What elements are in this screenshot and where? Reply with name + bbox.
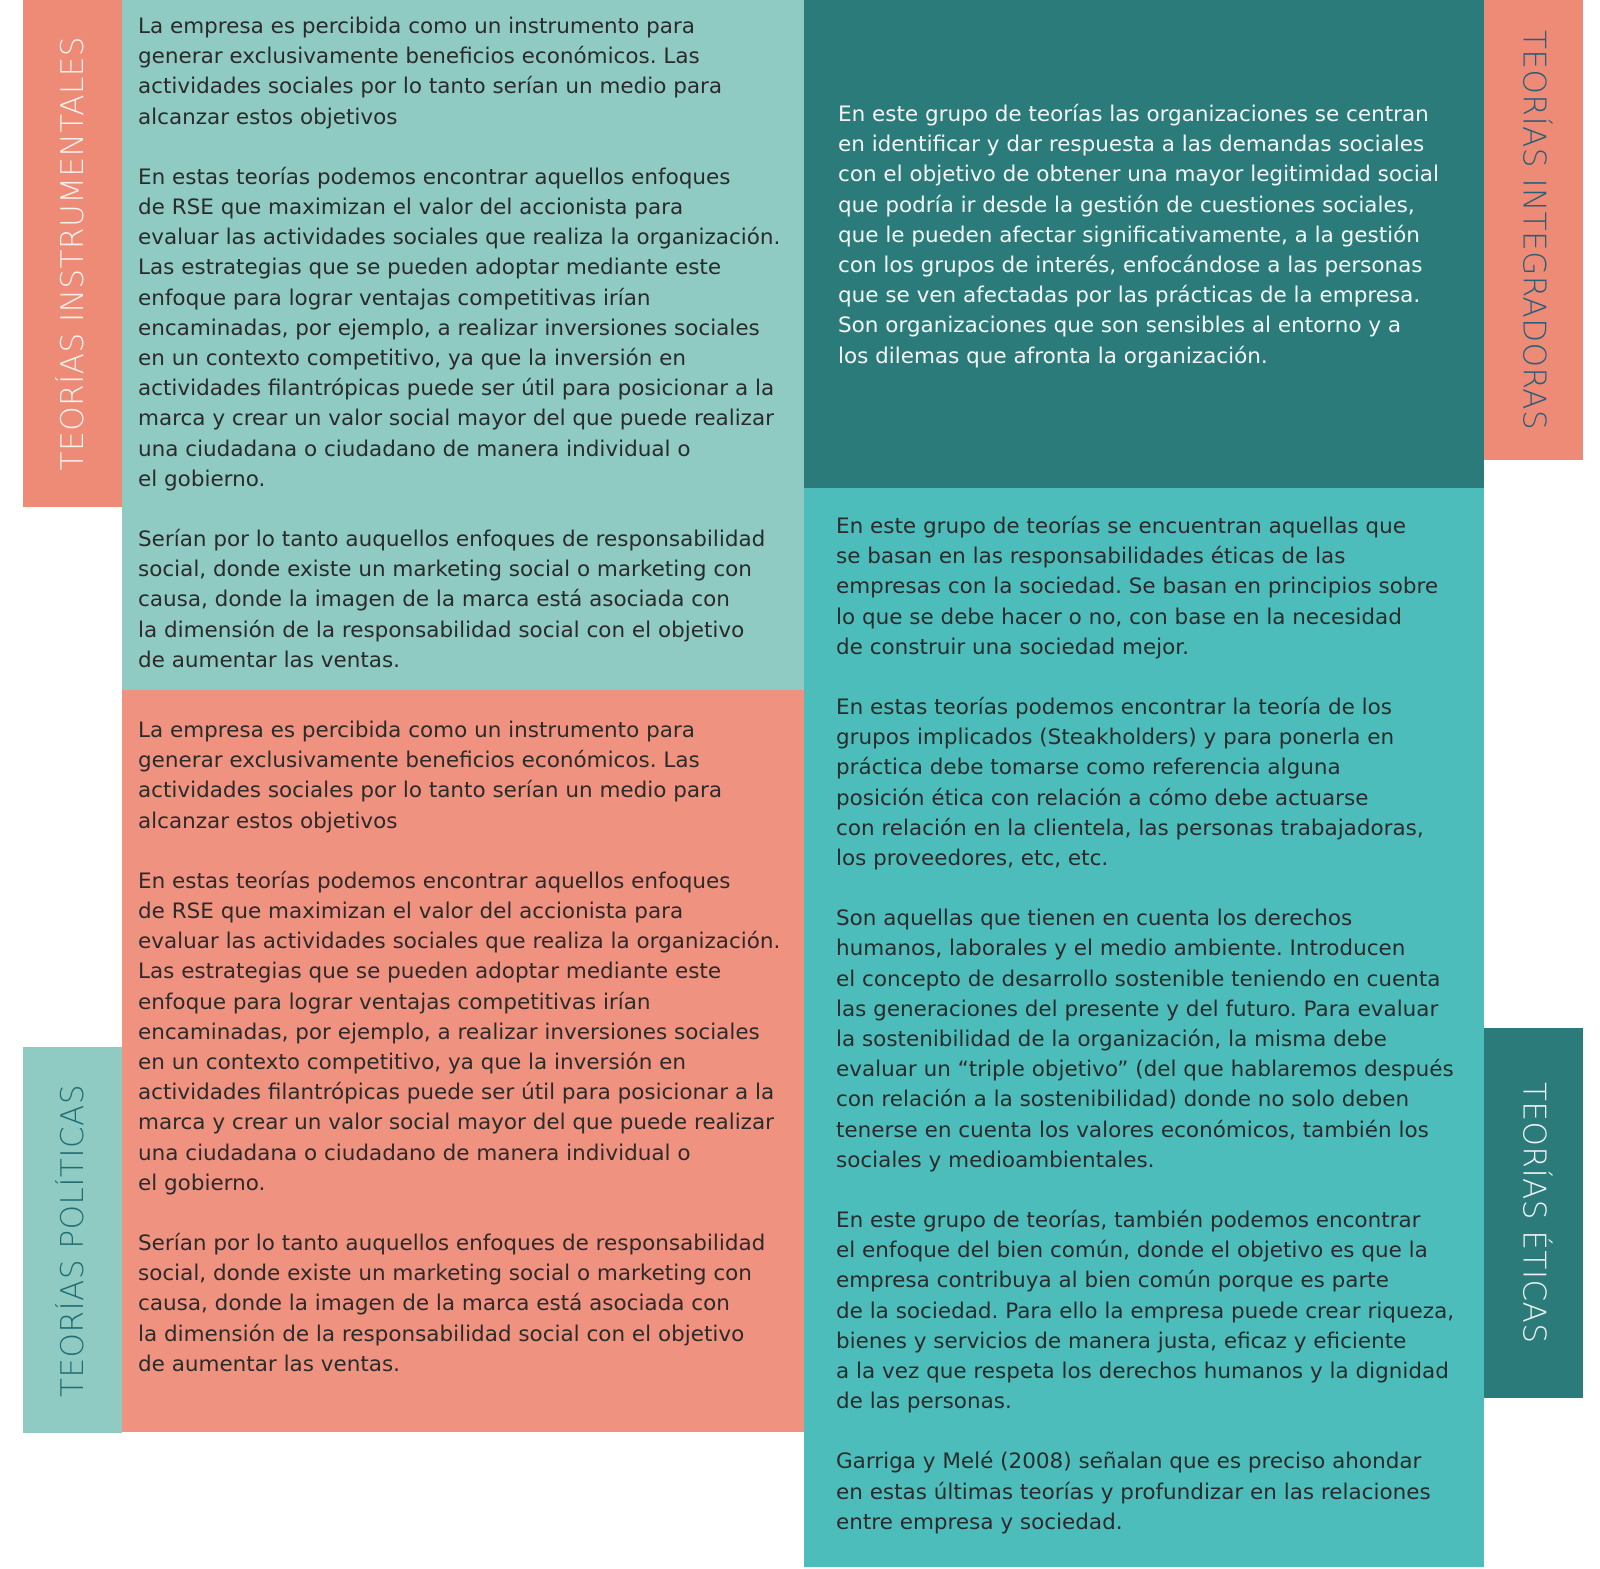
label-teorias-integradoras xyxy=(1484,0,1583,460)
eticas-paragraph-3: Son aquellas que tienen en cuenta los derechos humanos, laborales y el medio ambiente. Introducen el concepto de desarrollo sostenible teniendo en cuenta las generaciones del presente y del futuro. Para evaluar la sostenibilidad de la organización, la misma debe evaluar un “triple objetivo” (del que hablaremos después con relación a la sostenibilidad) donde no solo deben tenerse en cuenta los valores económicos, también los sociales y medioambientales. xyxy=(836,906,1454,1173)
label-teorias-integradoras-text: TEORÍAS INTEGRADORAS xyxy=(1515,29,1552,431)
eticas-paragraph-1: En este grupo de teorías se encuentran aquellas que se basan en las responsabilidades éticas de las empresas con la sociedad. Se basan en principios sobre lo que se debe hacer o no, con base en la necesidad de construir una sociedad mejor. xyxy=(836,514,1439,660)
integradoras-paragraph-1: En este grupo de teorías las organizaciones se centran en identificar y dar respuesta a las demandas sociales con el objetivo de obtener una mayor legitimidad social que podría ir desde la gestión de cuestiones sociales, que le pueden afectar significativamente, a la gestión con los grupos de interés, enfocándose a las personas que se ven afectadas por las prácticas de la empresa. Son organizaciones que son sensibles al entorno y a los dilemas que afronta la organización. xyxy=(838,102,1439,369)
panel-teorias-instrumentales xyxy=(122,0,804,690)
panel-teorias-eticas xyxy=(804,488,1484,1567)
panel-teorias-politicas xyxy=(122,690,804,1432)
panel-teorias-integradoras xyxy=(804,0,1484,488)
label-teorias-eticas xyxy=(1484,1028,1583,1398)
politicas-paragraph-2: En estas teorías podemos encontrar aquellos enfoques de RSE que maximizan el valor del accionista para evaluar las actividades sociales que realiza la organización. Las estrategias que se pueden adoptar mediante este enfoque para lograr ventajas competitivas irían encaminadas, por ejemplo, a realizar inversiones sociales en un contexto competitivo, ya que la inversión en actividades filantrópicas puede ser útil para posicionar a la marca y crear un valor social mayor del que puede realizar una ciudadana o ciudadano de manera individual o el gobierno. xyxy=(138,868,781,1196)
label-teorias-politicas-text: TEORÍAS POLÍTICAS xyxy=(54,1083,91,1397)
instrumentales-paragraph-2: En estas teorías podemos encontrar aquellos enfoques de RSE que maximizan el valor del accionista para evaluar las actividades sociales que realiza la organización. Las estrategias que se pueden adoptar mediante este enfoque para lograr ventajas competitivas irían encaminadas, por ejemplo, a realizar inversiones sociales en un contexto competitivo, ya que la inversión en actividades filantrópicas puede ser útil para posicionar a la marca y crear un valor social mayor del que puede realizar una ciudadana o ciudadano de manera individual o el gobierno. xyxy=(138,164,781,492)
politicas-paragraph-3: Serían por lo tanto auquellos enfoques de responsabilidad social, donde existe un marketing social o marketing con causa, donde la imagen de la marca está asociada con la dimensión de la responsabilidad social con el objetivo de aumentar las ventas. xyxy=(138,1231,766,1377)
instrumentales-paragraph-1: La empresa es percibida como un instrumento para generar exclusivamente beneficios económicos. Las actividades sociales por lo tanto serían un medio para alcanzar estos objetivos xyxy=(138,14,723,130)
eticas-paragraph-2: En estas teorías podemos encontrar la teoría de los grupos implicados (Steakholders) y para ponerla en práctica debe tomarse como referencia alguna posición ética con relación a cómo debe actuarse con relación en la clientela, las personas trabajadoras, los proveedores, etc, etc. xyxy=(836,695,1424,872)
label-teorias-instrumentales-text: TEORÍAS INSTRUMENTALES xyxy=(54,36,91,471)
eticas-paragraph-4: En este grupo de teorías, también podemos encontrar el enfoque del bien común, donde el objetivo es que la empresa contribuya al bien común porque es parte de la sociedad. Para ello la empresa puede crear riqueza, bienes y servicios de manera justa, eficaz y eficiente a la vez que respeta los derechos humanos y la dignidad de las personas. xyxy=(836,1208,1455,1415)
label-teorias-eticas-text: TEORÍAS ÉTICAS xyxy=(1515,1082,1552,1344)
instrumentales-paragraph-3: Serían por lo tanto auquellos enfoques de responsabilidad social, donde existe un marketing social o marketing con causa, donde la imagen de la marca está asociada con la dimensión de la responsabilidad social con el objetivo de aumentar las ventas. xyxy=(138,527,766,673)
label-teorias-politicas xyxy=(23,1047,122,1433)
politicas-paragraph-1: La empresa es percibida como un instrumento para generar exclusivamente beneficios económicos. Las actividades sociales por lo tanto serían un medio para alcanzar estos objetivos xyxy=(138,718,723,834)
label-teorias-instrumentales xyxy=(23,0,122,507)
eticas-paragraph-5: Garriga y Melé (2008) señalan que es preciso ahondar en estas últimas teorías y profundizar en las relaciones entre empresa y sociedad. xyxy=(836,1449,1431,1535)
